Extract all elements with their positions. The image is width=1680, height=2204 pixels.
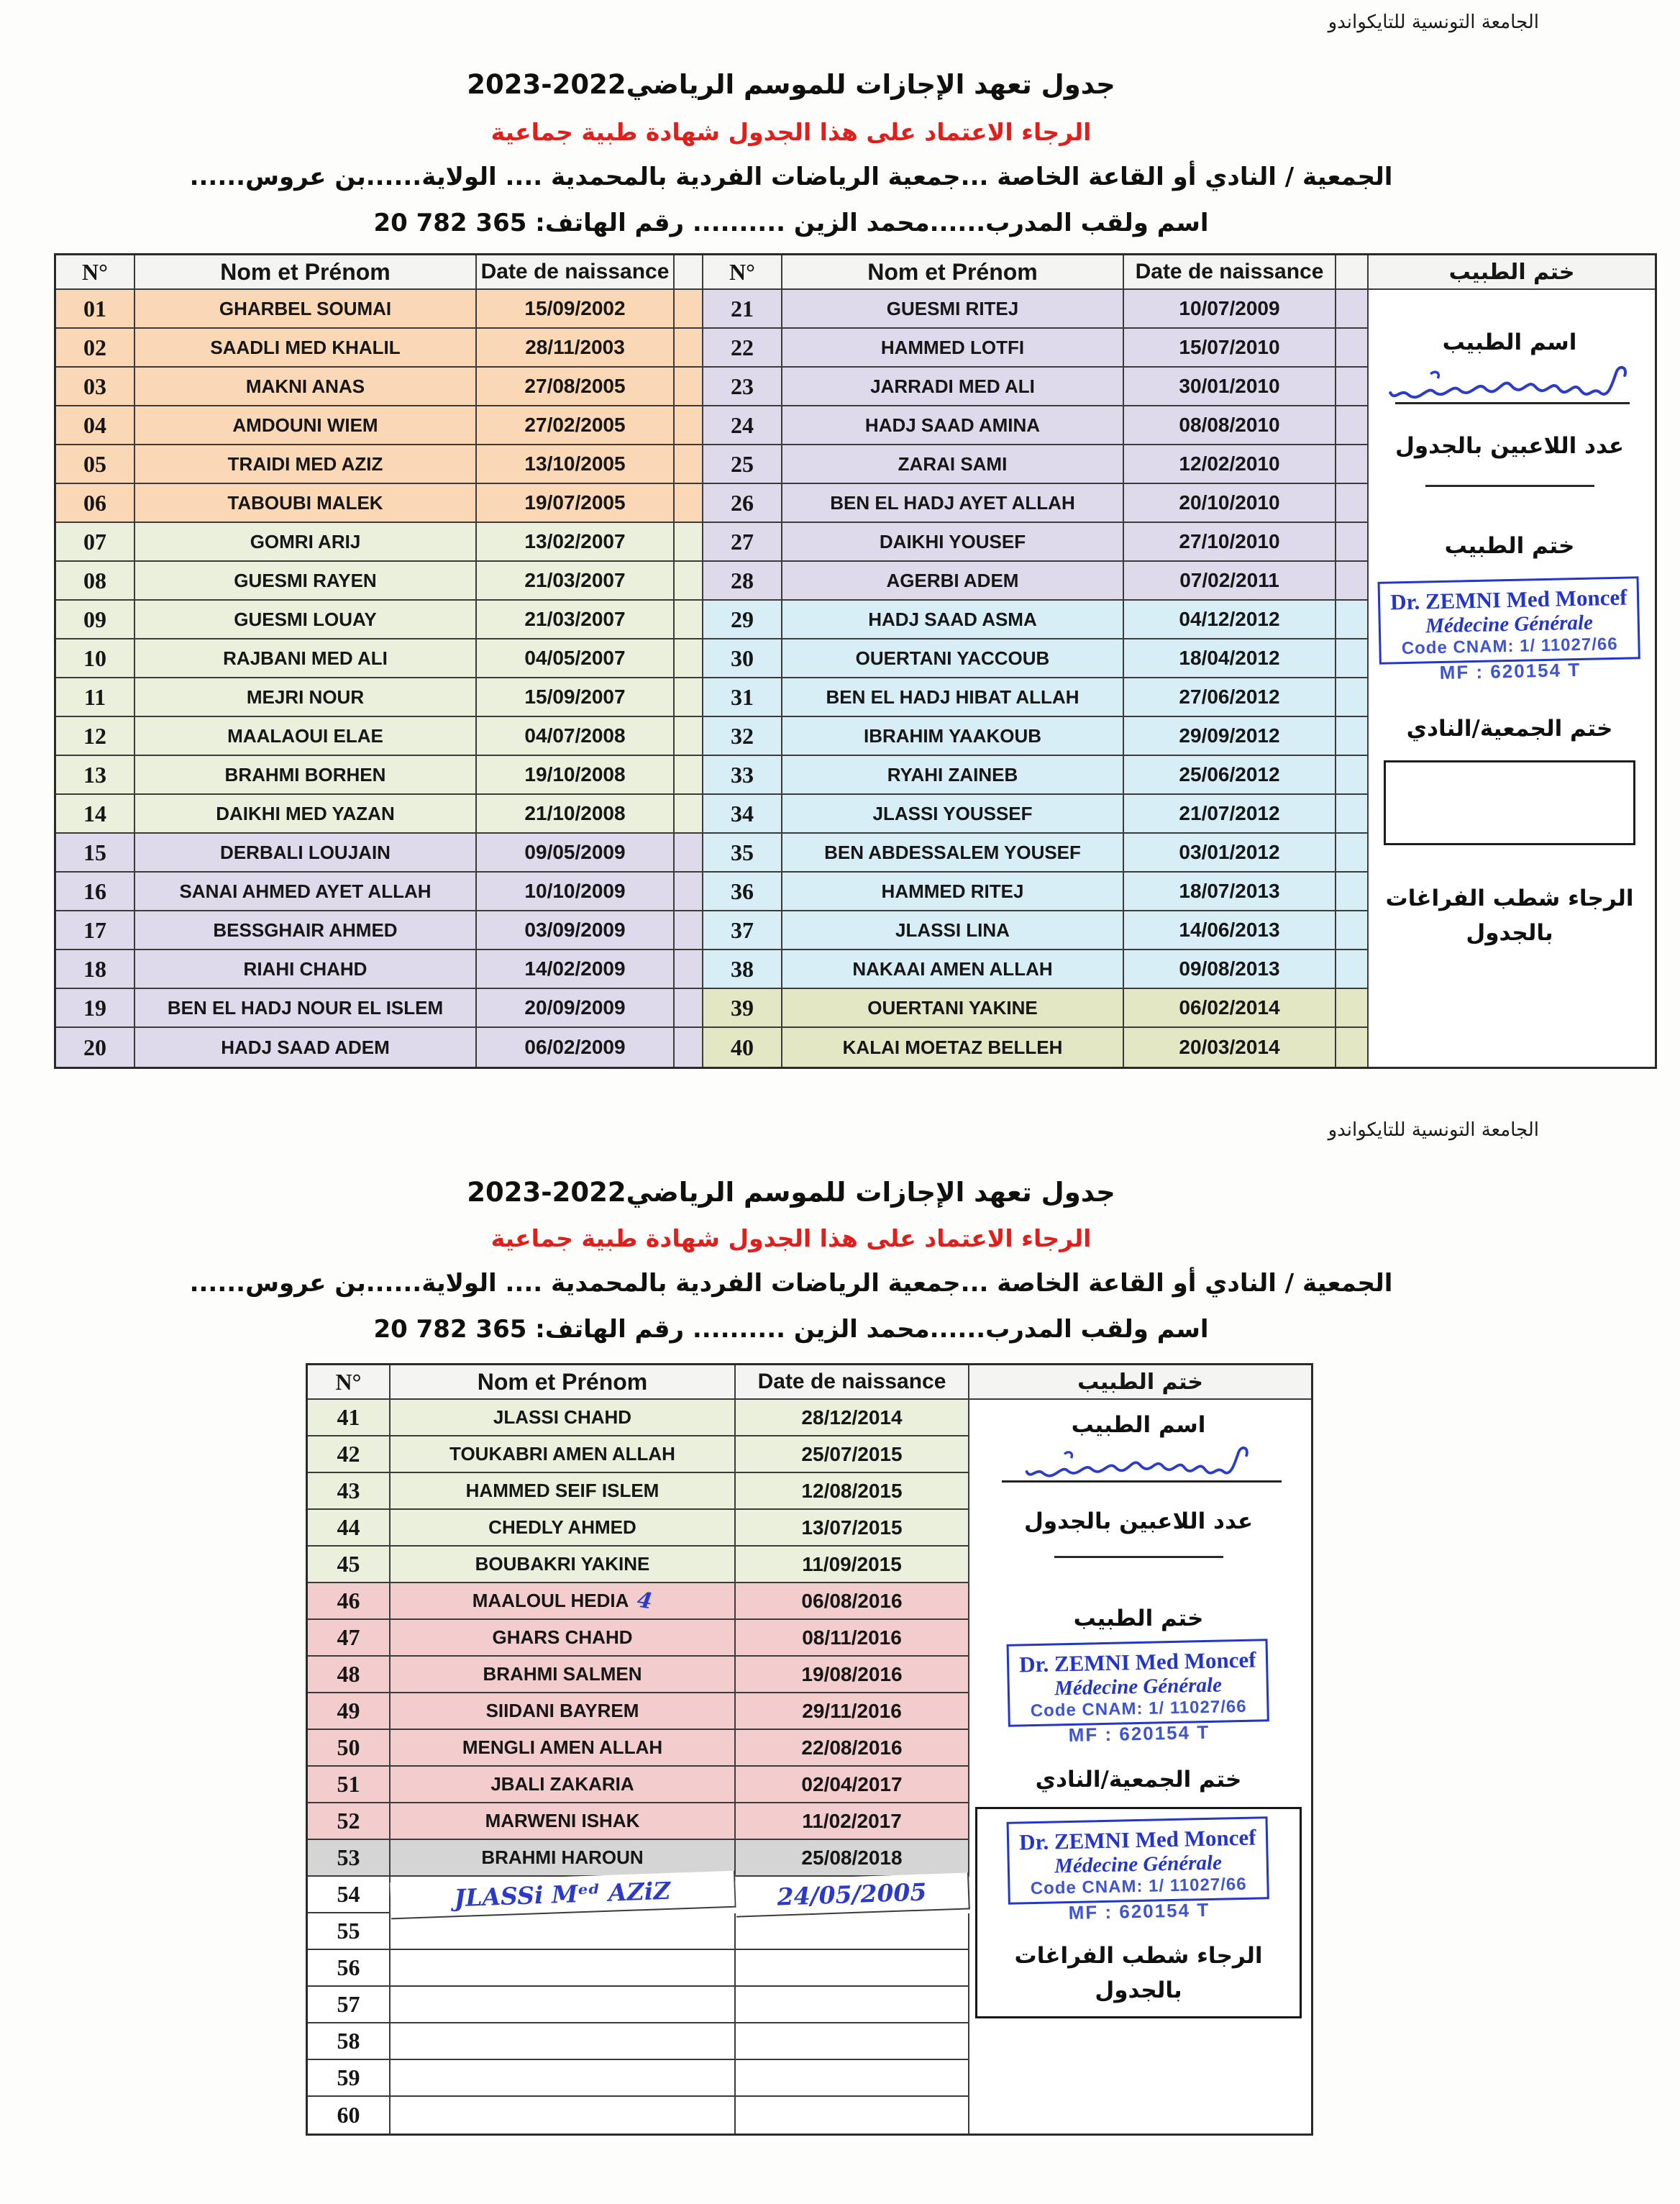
stamp-doctor-name: Dr. ZEMNI Med Moncef (1390, 584, 1628, 615)
player-dob-cell: 08/08/2010 (1124, 406, 1336, 445)
row-spacer-cell (1336, 445, 1369, 484)
player-number-cell: 16 (56, 873, 135, 911)
red-notice-2: الرجاء الاعتماد على هذا الجدول شهادة طبية جماعية (490, 1224, 1092, 1252)
player-number-cell: 53 (308, 1840, 391, 1877)
stamp-specialty: Médecine Générale (1425, 611, 1594, 638)
club-stamp-box (1384, 760, 1635, 845)
player-number-cell: 47 (308, 1620, 391, 1657)
player-dob-cell: 15/09/2002 (477, 290, 675, 329)
player-number-cell: 39 (703, 989, 782, 1028)
row-spacer-cell (1336, 834, 1369, 873)
row-spacer-cell (1336, 795, 1369, 834)
coach-line-2 (0, 1315, 1582, 1344)
player-number-cell: 54 (308, 1877, 391, 1913)
row-spacer-cell (675, 1028, 703, 1067)
player-dob-cell: 19/10/2008 (477, 756, 675, 795)
player-dob-cell: 06/02/2009 (477, 1028, 675, 1067)
player-dob-cell: 13/07/2015 (736, 1510, 969, 1547)
player-name-cell: KALAI MOETAZ BELLEH (782, 1028, 1124, 1067)
player-name-cell: GHARS CHAHD (391, 1620, 736, 1657)
player-name-cell: JLASSI LINA (782, 911, 1124, 950)
signature-line (1395, 402, 1630, 404)
player-number-cell: 29 (703, 601, 782, 639)
player-name-cell: DAIKHI MED YAZAN (135, 795, 477, 834)
player-number-cell: 12 (56, 717, 135, 756)
player-number-cell: 14 (56, 795, 135, 834)
player-dob-cell: 02/04/2017 (736, 1767, 969, 1803)
row-spacer-cell (675, 989, 703, 1028)
coach-line (0, 209, 1582, 237)
row-spacer-cell (675, 756, 703, 795)
count-blank-line (1425, 485, 1594, 487)
coach-line-text-2: اسم ولقب المدرب......محمد الزين .......... رقم الهاتف: (535, 1315, 1209, 1344)
club-stamp-box-2 (975, 1807, 1302, 2018)
row-spacer-cell (1336, 678, 1369, 717)
player-dob-cell: 30/01/2010 (1124, 368, 1336, 406)
player-dob-cell: 28/12/2014 (736, 1400, 969, 1436)
coach-line-text: اسم ولقب المدرب......محمد الزين .......... رقم الهاتف: (535, 209, 1209, 237)
player-number-cell: 46 (308, 1583, 391, 1620)
player-name-cell: TABOUBI MALEK (135, 484, 477, 523)
player-number-cell: 36 (703, 873, 782, 911)
doctor-panel-2 (969, 1399, 1307, 2130)
player-dob-cell: 15/09/2007 (477, 678, 675, 717)
player-name-cell: GOMRI ARIJ (135, 523, 477, 562)
player-number-cell: 33 (703, 756, 782, 795)
player-number-cell: 05 (56, 445, 135, 484)
signature-line-2 (1002, 1480, 1282, 1483)
row-spacer-cell (675, 406, 703, 445)
player-dob-cell: 14/02/2009 (477, 950, 675, 989)
doctor-signature-2 (983, 1438, 1294, 1503)
player-dob-cell: 25/06/2012 (1124, 756, 1336, 795)
player-number-cell: 02 (56, 329, 135, 368)
player-number-cell: 21 (703, 290, 782, 329)
stamp-mf-code: MF : 620154 T (1439, 658, 1581, 684)
row-spacer-cell (1336, 756, 1369, 795)
player-number-cell: 44 (308, 1510, 391, 1547)
doctor-stamp-3 (1007, 1816, 1270, 1926)
player-name-cell: JBALI ZAKARIA (391, 1767, 736, 1803)
row-spacer-cell (675, 911, 703, 950)
doctor-name-label-2: اسم الطبيب (1071, 1412, 1206, 1438)
player-dob-cell: 12/08/2015 (736, 1473, 969, 1510)
row-spacer-cell (1336, 989, 1369, 1028)
player-number-cell: 59 (308, 2060, 391, 2097)
note-line-2: بالجدول (1466, 920, 1553, 947)
doctor-name-label: اسم الطبيب (1442, 329, 1577, 355)
player-name-cell: JLASSI YOUSSEF (782, 795, 1124, 834)
players-count-label-2: عدد اللاعبين بالجدول (1023, 1508, 1254, 1534)
player-name-cell: NAKAAI AMEN ALLAH (782, 950, 1124, 989)
player-number-cell: 57 (308, 1987, 391, 2023)
player-dob-cell (736, 2097, 969, 2134)
row-spacer-cell (1336, 717, 1369, 756)
player-name-cell (391, 2023, 736, 2060)
phone-number: 20 782 365 (373, 209, 527, 237)
players-count-label: عدد اللاعبين بالجدول (1394, 433, 1625, 459)
player-name-cell: MEJRI NOUR (135, 678, 477, 717)
player-name-cell: HAMMED RITEJ (782, 873, 1124, 911)
player-dob-cell: 19/08/2016 (736, 1657, 969, 1693)
player-name-cell: ZARAI SAMI (782, 445, 1124, 484)
player-name-cell: AGERBI ADEM (782, 562, 1124, 601)
player-number-cell: 48 (308, 1657, 391, 1693)
doctor-stamp-label-2: ختم الطبيب (1073, 1606, 1204, 1631)
player-name-cell: GHARBEL SOUMAI (135, 290, 477, 329)
player-name-cell: MAALAOUI ELAE (135, 717, 477, 756)
player-dob-cell: 27/02/2005 (477, 406, 675, 445)
player-dob-cell: 27/08/2005 (477, 368, 675, 406)
player-dob-cell: 28/11/2003 (477, 329, 675, 368)
player-dob-cell: 21/03/2007 (477, 601, 675, 639)
row-spacer-cell (1336, 1028, 1369, 1067)
player-number-cell: 06 (56, 484, 135, 523)
row-spacer-cell (675, 834, 703, 873)
player-dob-cell: 06/02/2014 (1124, 989, 1336, 1028)
player-name-cell: BESSGHAIR AHMED (135, 911, 477, 950)
row-spacer-cell (1336, 329, 1369, 368)
row-spacer-cell (675, 562, 703, 601)
stamp-specialty: Médecine Générale (1054, 1673, 1223, 1700)
row-spacer-cell (675, 329, 703, 368)
player-dob-cell: 06/08/2016 (736, 1583, 969, 1620)
player-dob-cell: 27/06/2012 (1124, 678, 1336, 717)
player-dob-cell: 25/07/2015 (736, 1436, 969, 1473)
player-number-cell: 01 (56, 290, 135, 329)
player-dob-cell: 29/09/2012 (1124, 717, 1336, 756)
count-blank-line-2 (1054, 1556, 1223, 1558)
player-name-cell (391, 2097, 736, 2134)
player-number-cell: 15 (56, 834, 135, 873)
player-name-cell: MARWENI ISHAK (391, 1803, 736, 1840)
player-number-cell: 55 (308, 1913, 391, 1950)
player-number-cell: 03 (56, 368, 135, 406)
player-number-cell: 45 (308, 1547, 391, 1583)
player-number-cell: 22 (703, 329, 782, 368)
row-spacer-cell (675, 368, 703, 406)
stamp-cnam-code: Code CNAM: 1/ 11027/66 (1030, 1874, 1248, 1899)
page-title: جدول تعهد الإجازات للموسم الرياضي2022-2023 (467, 69, 1115, 100)
row-spacer-cell (1336, 484, 1369, 523)
player-dob-cell: 21/03/2007 (477, 562, 675, 601)
player-number-cell: 26 (703, 484, 782, 523)
player-name-cell: MENGLI AMEN ALLAH (391, 1730, 736, 1767)
player-name-cell: HADJ SAAD ADEM (135, 1028, 477, 1067)
row-spacer-cell (1336, 911, 1369, 950)
row-spacer-cell (675, 678, 703, 717)
player-name-cell: MAKNI ANAS (135, 368, 477, 406)
row-spacer-cell (1336, 368, 1369, 406)
player-name-cell: IBRAHIM YAAKOUB (782, 717, 1124, 756)
col-header-dob: Date de naissance (477, 255, 675, 290)
player-dob-cell: 15/07/2010 (1124, 329, 1336, 368)
player-number-cell: 58 (308, 2023, 391, 2060)
club-line: الجمعية / النادي أو القاعة الخاصة ...جمعية الرياضات الفردية بالمحمدية .... الولاية......بن عروس...... (189, 163, 1393, 191)
row-spacer-cell (675, 445, 703, 484)
row-spacer-cell (675, 290, 703, 329)
spacer-header (1336, 255, 1369, 290)
stamp-doctor-name: Dr. ZEMNI Med Moncef (1019, 1647, 1257, 1677)
player-dob-cell: 25/08/2018 (736, 1840, 969, 1877)
player-name-cell (391, 1987, 736, 2023)
federation-label-2: الجامعة التونسية للتايكواندو (1328, 1119, 1539, 1141)
row-spacer-cell (675, 601, 703, 639)
row-spacer-cell (675, 873, 703, 911)
player-number-cell: 49 (308, 1693, 391, 1730)
col-header-name: Nom et Prénom (135, 255, 477, 290)
player-dob-cell: 03/09/2009 (477, 911, 675, 950)
player-dob-cell: 19/07/2005 (477, 484, 675, 523)
player-dob-cell: 12/02/2010 (1124, 445, 1336, 484)
row-spacer-cell (1336, 406, 1369, 445)
player-name-cell: GUESMI LOUAY (135, 601, 477, 639)
player-name-cell: RIAHI CHAHD (135, 950, 477, 989)
club-stamp-label: ختم الجمعية/النادي (1406, 716, 1613, 742)
doctor-stamp-header: ختم الطبيب (1369, 255, 1655, 290)
player-dob-cell (736, 2023, 969, 2060)
player-name-cell: BRAHMI BORHEN (135, 756, 477, 795)
player-dob-cell: 22/08/2016 (736, 1730, 969, 1767)
player-number-cell: 34 (703, 795, 782, 834)
row-spacer-cell (1336, 562, 1369, 601)
player-dob-cell: 09/05/2009 (477, 834, 675, 873)
player-dob-cell: 08/11/2016 (736, 1620, 969, 1657)
player-name-cell: DERBALI LOUJAIN (135, 834, 477, 873)
player-name-cell: HADJ SAAD AMINA (782, 406, 1124, 445)
player-number-cell: 10 (56, 639, 135, 678)
page-title-2: جدول تعهد الإجازات للموسم الرياضي2022-2023 (467, 1177, 1115, 1208)
player-dob-cell: 20/10/2010 (1124, 484, 1336, 523)
player-number-cell: 32 (703, 717, 782, 756)
player-name-cell: BOUBAKRI YAKINE (391, 1547, 736, 1583)
player-number-cell: 60 (308, 2097, 391, 2134)
player-name-cell (391, 1950, 736, 1987)
player-dob-cell: 21/10/2008 (477, 795, 675, 834)
club-line-2: الجمعية / النادي أو القاعة الخاصة ...جمعية الرياضات الفردية بالمحمدية .... الولاية......بن عروس...... (189, 1269, 1393, 1298)
player-dob-cell: 20/03/2014 (1124, 1028, 1336, 1067)
note-line-2: بالجدول (1095, 1977, 1182, 2004)
player-dob-cell: 27/10/2010 (1124, 523, 1336, 562)
player-name-cell: CHEDLY AHMED (391, 1510, 736, 1547)
player-name-cell: BEN EL HADJ AYET ALLAH (782, 484, 1124, 523)
col-header-name: Nom et Prénom (782, 255, 1124, 290)
player-dob-cell (736, 1950, 969, 1987)
player-dob-cell: 10/10/2009 (477, 873, 675, 911)
player-number-cell: 20 (56, 1028, 135, 1067)
player-number-cell: 19 (56, 989, 135, 1028)
player-dob-cell: 18/04/2012 (1124, 639, 1336, 678)
player-name-cell: RAJBANI MED ALI (135, 639, 477, 678)
player-dob-cell: 18/07/2013 (1124, 873, 1336, 911)
player-dob-cell: 03/01/2012 (1124, 834, 1336, 873)
col-header-name: Nom et Prénom (391, 1365, 736, 1400)
player-name-cell: GUESMI RAYEN (135, 562, 477, 601)
player-number-cell: 40 (703, 1028, 782, 1067)
player-number-cell: 17 (56, 911, 135, 950)
row-spacer-cell (1336, 601, 1369, 639)
player-dob-cell: 07/02/2011 (1124, 562, 1336, 601)
player-dob-cell: 04/12/2012 (1124, 601, 1336, 639)
player-number-cell: 30 (703, 639, 782, 678)
player-name-cell: BEN EL HADJ HIBAT ALLAH (782, 678, 1124, 717)
player-number-cell: 23 (703, 368, 782, 406)
federation-label: الجامعة التونسية للتايكواندو (1328, 12, 1539, 33)
row-spacer-cell (675, 795, 703, 834)
player-number-cell: 56 (308, 1950, 391, 1987)
player-name-cell: BEN ABDESSALEM YOUSEF (782, 834, 1124, 873)
player-dob-cell: 11/09/2015 (736, 1547, 969, 1583)
player-name-cell: BEN EL HADJ NOUR EL ISLEM (135, 989, 477, 1028)
player-name-cell: MAALOUL HEDIA 4 (391, 1583, 736, 1620)
cross-out-note (1386, 881, 1634, 950)
doctor-stamp (1378, 576, 1641, 686)
player-dob-cell: 24/05/2005 (735, 1872, 970, 1917)
player-number-cell: 50 (308, 1730, 391, 1767)
col-header-number: N° (703, 255, 782, 290)
player-name-cell: SAADLI MED KHALIL (135, 329, 477, 368)
player-name-cell: SANAI AHMED AYET ALLAH (135, 873, 477, 911)
player-dob-cell (736, 1987, 969, 2023)
doctor-signature (1379, 357, 1640, 426)
red-notice: الرجاء الاعتماد على هذا الجدول شهادة طبية جماعية (490, 118, 1092, 146)
player-name-cell (391, 2060, 736, 2097)
player-name-cell: BRAHMI HAROUN (391, 1840, 736, 1877)
player-number-cell: 35 (703, 834, 782, 873)
row-spacer-cell (675, 523, 703, 562)
stamp-mf-code: MF : 620154 T (1068, 1898, 1210, 1924)
player-dob-cell: 04/07/2008 (477, 717, 675, 756)
player-number-cell: 43 (308, 1473, 391, 1510)
player-name-cell: OUERTANI YAKINE (782, 989, 1124, 1028)
stamp-mf-code: MF : 620154 T (1068, 1721, 1210, 1747)
player-number-cell: 38 (703, 950, 782, 989)
cross-out-note-2 (1015, 1939, 1263, 2008)
player-number-cell: 07 (56, 523, 135, 562)
doctor-stamp-header: ختم الطبيب (969, 1365, 1311, 1400)
player-name-cell: DAIKHI YOUSEF (782, 523, 1124, 562)
player-number-cell: 31 (703, 678, 782, 717)
col-header-dob: Date de naissance (736, 1365, 969, 1400)
row-spacer-cell (1336, 290, 1369, 329)
doctor-stamp-label: ختم الطبيب (1444, 533, 1575, 559)
player-number-cell: 25 (703, 445, 782, 484)
player-dob-cell: 29/11/2016 (736, 1693, 969, 1730)
pen-mark: 4 (636, 1587, 654, 1615)
player-name-cell: RYAHI ZAINEB (782, 756, 1124, 795)
row-spacer-cell (1336, 950, 1369, 989)
note-line-1: الرجاء شطب الفراغات (1385, 885, 1634, 911)
doctor-panel-1 (1368, 289, 1651, 1065)
player-number-cell: 13 (56, 756, 135, 795)
player-name-cell: OUERTANI YACCOUB (782, 639, 1124, 678)
player-number-cell: 27 (703, 523, 782, 562)
player-name-cell: TOUKABRI AMEN ALLAH (391, 1436, 736, 1473)
player-number-cell: 28 (703, 562, 782, 601)
player-number-cell: 18 (56, 950, 135, 989)
player-number-cell: 52 (308, 1803, 391, 1840)
spacer-header (675, 255, 703, 290)
player-name-cell: JLASSi Mᵉᵈ AZiZ (390, 1871, 736, 1920)
player-name-cell: SIIDANI BAYREM (391, 1693, 736, 1730)
player-dob-cell: 13/02/2007 (477, 523, 675, 562)
player-name-cell: HADJ SAAD ASMA (782, 601, 1124, 639)
player-dob-cell: 11/02/2017 (736, 1803, 969, 1840)
player-dob-cell: 09/08/2013 (1124, 950, 1336, 989)
signature-icon (1379, 357, 1640, 426)
player-dob-cell (736, 2060, 969, 2097)
col-header-dob: Date de naissance (1124, 255, 1336, 290)
stamp-doctor-name: Dr. ZEMNI Med Moncef (1019, 1824, 1257, 1855)
player-dob-cell (736, 1913, 969, 1950)
row-spacer-cell (1336, 639, 1369, 678)
player-number-cell: 37 (703, 911, 782, 950)
row-spacer-cell (1336, 873, 1369, 911)
stamp-specialty: Médecine Générale (1054, 1851, 1223, 1878)
player-name-cell: JLASSI CHAHD (391, 1400, 736, 1436)
player-name-cell: AMDOUNI WIEM (135, 406, 477, 445)
player-dob-cell: 04/05/2007 (477, 639, 675, 678)
stamp-cnam-code: Code CNAM: 1/ 11027/66 (1401, 634, 1619, 659)
player-dob-cell: 20/09/2009 (477, 989, 675, 1028)
row-spacer-cell (675, 717, 703, 756)
row-spacer-cell (675, 950, 703, 989)
player-number-cell: 51 (308, 1767, 391, 1803)
row-spacer-cell (675, 639, 703, 678)
player-dob-cell: 14/06/2013 (1124, 911, 1336, 950)
club-stamp-label-2: ختم الجمعية/النادي (1035, 1767, 1242, 1793)
player-number-cell: 42 (308, 1436, 391, 1473)
doctor-stamp-2 (1007, 1639, 1270, 1748)
player-name-cell: BRAHMI SALMEN (391, 1657, 736, 1693)
player-name-cell: HAMMED SEIF ISLEM (391, 1473, 736, 1510)
player-number-cell: 41 (308, 1400, 391, 1436)
player-number-cell: 11 (56, 678, 135, 717)
player-name-cell: TRAIDI MED AZIZ (135, 445, 477, 484)
player-name-cell: JARRADI MED ALI (782, 368, 1124, 406)
col-header-number: N° (56, 255, 135, 290)
player-dob-cell: 10/07/2009 (1124, 290, 1336, 329)
signature-icon (983, 1438, 1294, 1503)
player-number-cell: 09 (56, 601, 135, 639)
player-number-cell: 08 (56, 562, 135, 601)
player-dob-cell: 21/07/2012 (1124, 795, 1336, 834)
phone-number-2: 20 782 365 (373, 1315, 527, 1344)
note-line-1: الرجاء شطب الفراغات (1014, 1943, 1263, 1969)
player-number-cell: 24 (703, 406, 782, 445)
row-spacer-cell (675, 484, 703, 523)
stamp-cnam-code: Code CNAM: 1/ 11027/66 (1030, 1696, 1248, 1721)
row-spacer-cell (1336, 523, 1369, 562)
player-dob-cell: 13/10/2005 (477, 445, 675, 484)
player-name-cell (391, 1913, 736, 1950)
player-name-cell: GUESMI RITEJ (782, 290, 1124, 329)
player-name-cell: HAMMED LOTFI (782, 329, 1124, 368)
player-number-cell: 04 (56, 406, 135, 445)
col-header-number: N° (308, 1365, 391, 1400)
